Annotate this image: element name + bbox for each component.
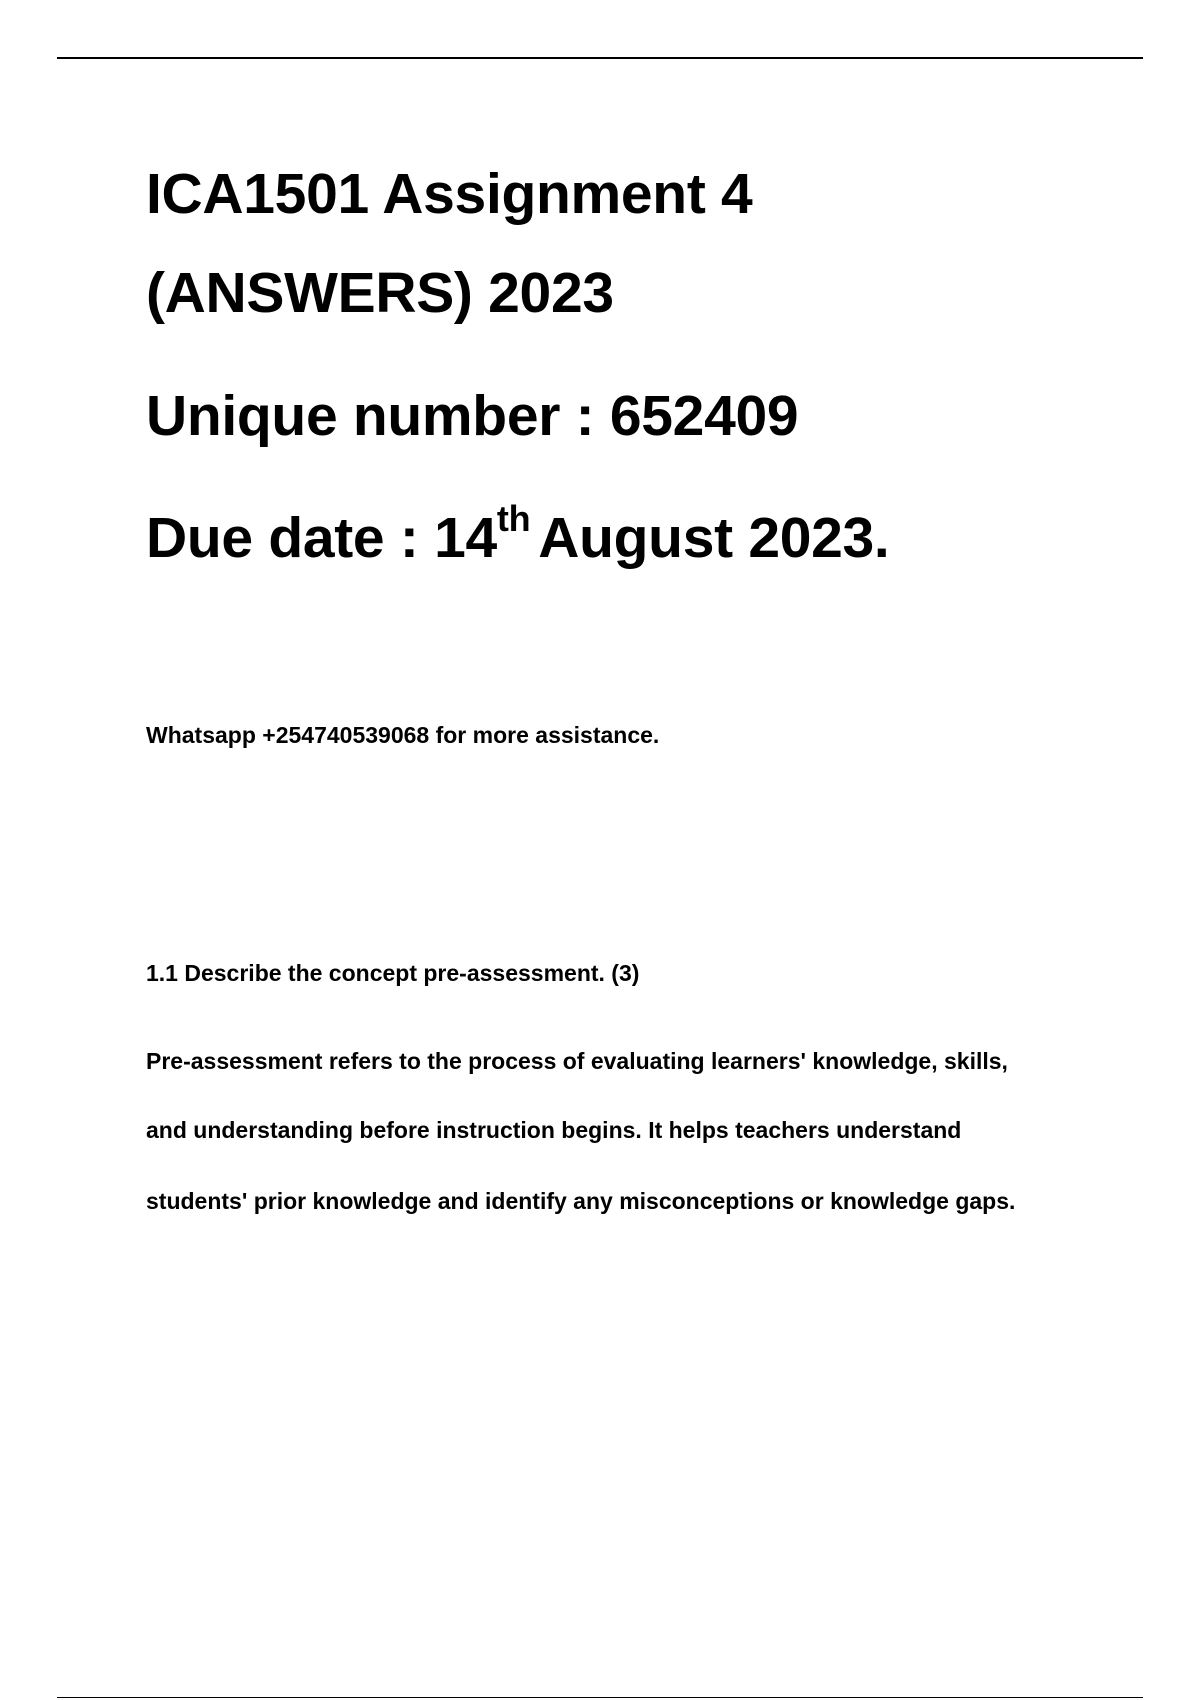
- top-rule: [57, 57, 1143, 59]
- due-date-ordinal: th: [496, 498, 531, 539]
- due-date-rest: August 2023.: [538, 506, 890, 570]
- document-title-line-2: (ANSWERS) 2023: [146, 261, 614, 325]
- question-heading: 1.1 Describe the concept pre-assessment. (3): [146, 960, 640, 986]
- bottom-rule: [57, 1697, 1143, 1698]
- unique-number: Unique number : 652409: [146, 384, 799, 448]
- due-date: [146, 498, 890, 570]
- answer-line: students' prior knowledge and identify any misconceptions or knowledge gaps.: [146, 1188, 1016, 1214]
- due-date-prefix: Due date : 14: [146, 506, 497, 570]
- answer-line: and understanding before instruction begins. It helps teachers understand: [146, 1117, 962, 1143]
- answer-line: Pre-assessment refers to the process of evaluating learners' knowledge, skills,: [146, 1048, 1008, 1074]
- contact-note: Whatsapp +254740539068 for more assistance.: [146, 722, 660, 748]
- document-title-line-1: ICA1501 Assignment 4: [146, 162, 753, 226]
